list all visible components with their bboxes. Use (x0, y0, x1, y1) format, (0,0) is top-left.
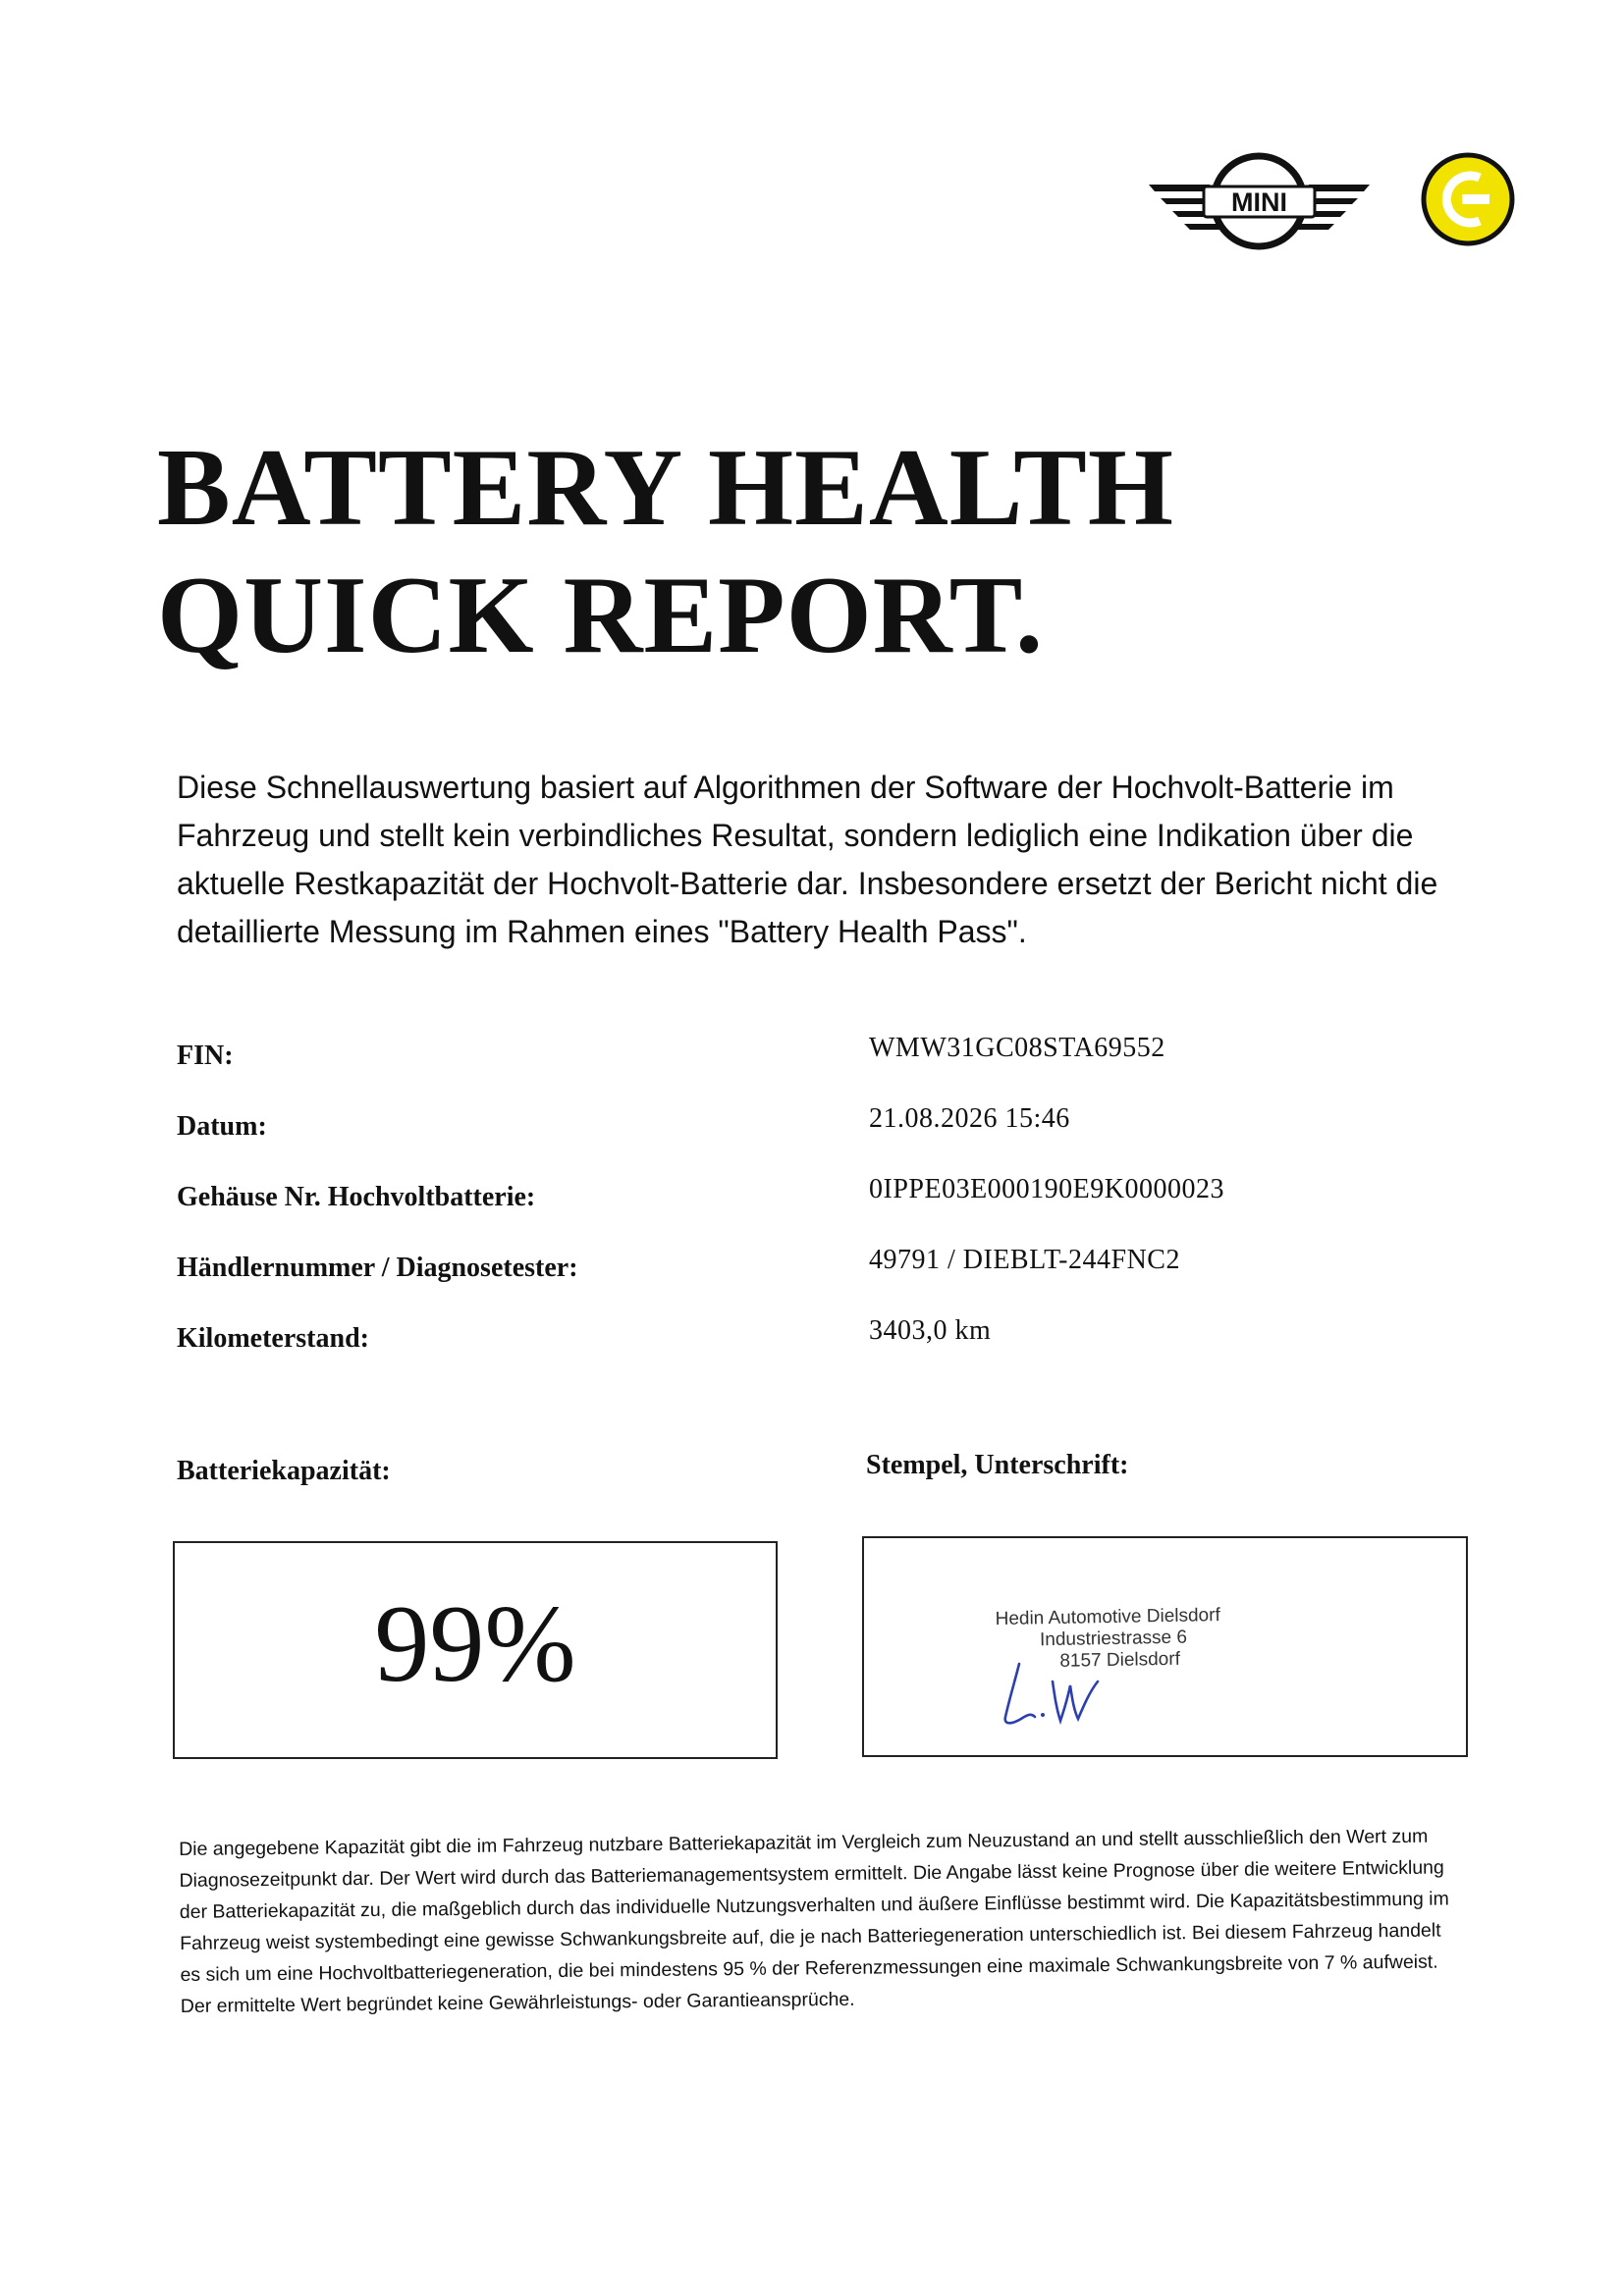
field-row-dealer (177, 1245, 1453, 1323)
capacity-label: Batteriekapazität: (177, 1456, 391, 1486)
capacity-box (173, 1541, 778, 1759)
field-value: 0IPPE03E000190E9K0000023 (869, 1174, 1224, 1204)
field-label: FIN: (177, 1041, 234, 1071)
field-label: Datum: (177, 1111, 267, 1142)
stamp-signature-box (862, 1536, 1468, 1757)
capacity-value: 99% (374, 1583, 576, 1705)
report-title-line-2: QUICK REPORT. (157, 555, 1045, 676)
field-row-mileage (177, 1315, 1453, 1394)
disclaimer-text: Die angegebene Kapazität gibt die im Fahrzeug nutzbare Batteriekapazität im Vergleich zum Neuzustand an und stellt ausschließlich den Wert zum Diagnosezeitpunkt dar. Der Wert wird durch das Batteriemanagementsystem ermittelt. Die Angabe lässt keine Prognose über die weitere Entwicklung der Batteriekapazität zu, die maßgeblich durch das individuelle Nutzungsverhalten und äußere Einflüsse bestimmt wird. Die Kapazitätsbestimmung im Fahrzeug weist systembedingt eine gewisse Schwankungsbreite auf, die je nach Batteriegeneration unterschiedlich ist. Bei diesem Fahrzeug handelt es sich um eine Hochvoltbatteriegeneration, die bei mindestens 95 % der Referenzmessungen eine maximale Schwankungsbreite von 7 % aufweist. Der ermittelte Wert begründet keine Gewährleistungs- oder Garantieansprüche. (179, 1825, 1449, 2017)
intro-paragraph: Diese Schnellauswertung basiert auf Algorithmen der Software der Hochvolt-Batterie im Fahrzeug und stellt kein verbindliches Resultat, sondern lediglich eine Indikation über die aktuelle Restkapazität der Hochvolt-Batterie dar. Insbesondere ersetzt der Bericht nicht die detaillierte Messung im Rahmen eines "Battery Health Pass". (177, 770, 1438, 949)
header-logos (1149, 147, 1522, 255)
stamp-line-city: 8157 Dielsdorf (1059, 1648, 1181, 1672)
field-value: WMW31GC08STA69552 (869, 1033, 1165, 1063)
field-label: Händlernummer / Diagnosetester: (177, 1253, 578, 1283)
mini-brand-text: MINI (1231, 187, 1287, 217)
field-value: 21.08.2026 15:46 (869, 1103, 1070, 1134)
report-title (157, 424, 1174, 679)
report-title-line-1: BATTERY HEALTH (157, 427, 1174, 549)
stamp-label: Stempel, Unterschrift: (866, 1450, 1129, 1480)
field-value: 3403,0 km (869, 1315, 992, 1346)
field-row-battery-housing (177, 1174, 1453, 1253)
field-row-date (177, 1103, 1453, 1182)
stamp-line-company: Hedin Automotive Dielsdorf (995, 1605, 1220, 1630)
field-value: 49791 / DIEBLT-244FNC2 (869, 1245, 1180, 1275)
field-label: Kilometerstand: (177, 1323, 369, 1354)
vehicle-details (177, 1033, 1453, 1394)
stamp-line-street: Industriestrasse 6 (1039, 1627, 1188, 1651)
field-row-fin (177, 1033, 1453, 1111)
handwritten-signature (992, 1656, 1129, 1735)
electric-plug-badge-icon (1419, 150, 1517, 248)
field-label: Gehäuse Nr. Hochvoltbatterie: (177, 1182, 536, 1212)
mini-wings-logo-icon (1149, 147, 1370, 255)
